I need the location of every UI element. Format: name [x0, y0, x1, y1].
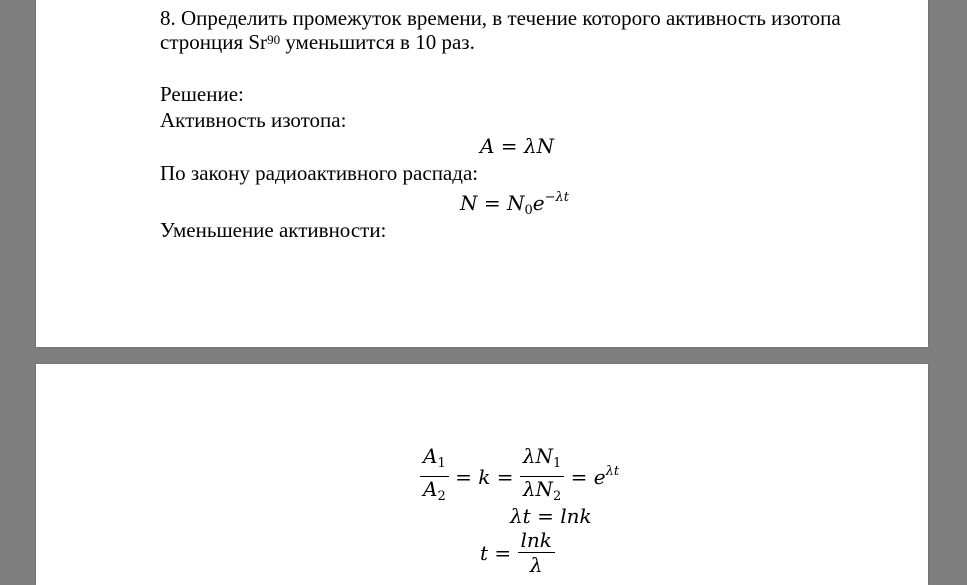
formula-ratio-k: k: [478, 464, 491, 489]
formula-decay: [460, 190, 569, 218]
formula-lambda-t-lhs: λt: [510, 504, 531, 528]
problem-line-2: [160, 30, 475, 54]
formula-t-eq: =: [488, 540, 518, 565]
formula-decay-exp: −λt: [544, 190, 569, 205]
formula-decay-eq: =: [477, 191, 507, 215]
fraction-a1-a2-num: $A_1$: [420, 444, 449, 477]
formula-activity: [480, 134, 554, 158]
activity-label: Активность изотопа:: [160, 108, 347, 132]
formula-ratio-exp: $e^{\lambda t}$: [593, 464, 620, 489]
document-page-1: [36, 0, 928, 347]
formula-lambda-t-eq: =: [530, 504, 561, 528]
decay-law-label: По закону радиоактивного распада:: [160, 161, 479, 185]
document-page-2: [36, 364, 928, 585]
solution-heading: Решение:: [160, 82, 244, 106]
formula-decay-exp-base: e: [532, 191, 545, 215]
fraction-n1-n2: [520, 444, 564, 509]
formula-decay-base-sub: 0: [524, 203, 533, 218]
problem-line-1: 8. Определить промежуток времени, в течение которого активность изотопа: [160, 6, 841, 30]
formula-ratio-eq3: =: [564, 464, 594, 489]
decrease-label: Уменьшение активности:: [160, 218, 387, 242]
fraction-a1-a2-den: $A_2$: [423, 477, 446, 504]
formula-lambda-t-rhs: lnk: [560, 504, 592, 528]
formula-t-lhs: t: [480, 540, 489, 565]
formula-activity-eq: =: [494, 134, 524, 158]
formula-ratio-eq1: =: [448, 464, 479, 489]
formula-decay-base: N: [506, 191, 525, 215]
formula-ratio: [420, 444, 619, 509]
fraction-a1-a2: [420, 444, 449, 509]
formula-t: [480, 528, 555, 577]
formula-activity-rhs: λN: [523, 134, 555, 158]
problem-line-2-pre: стронция Sr: [160, 30, 268, 54]
fraction-n1-n2-den: $\lambda N_2$: [522, 477, 562, 504]
formula-lambda-t: [510, 504, 592, 528]
fraction-lnk-lambda: [518, 528, 555, 577]
formula-ratio-eq2: =: [490, 464, 520, 489]
isotope-mass-number: 90: [267, 32, 281, 47]
formula-decay-lhs: N: [460, 191, 478, 215]
formula-activity-lhs: A: [480, 134, 495, 158]
problem-line-2-post: уменьшится в 10 раз.: [280, 30, 475, 54]
fraction-lnk-lambda-num: lnk: [518, 528, 555, 553]
fraction-n1-n2-num: $\lambda N_1$: [520, 444, 564, 477]
fraction-lnk-lambda-den: λ: [529, 553, 543, 577]
